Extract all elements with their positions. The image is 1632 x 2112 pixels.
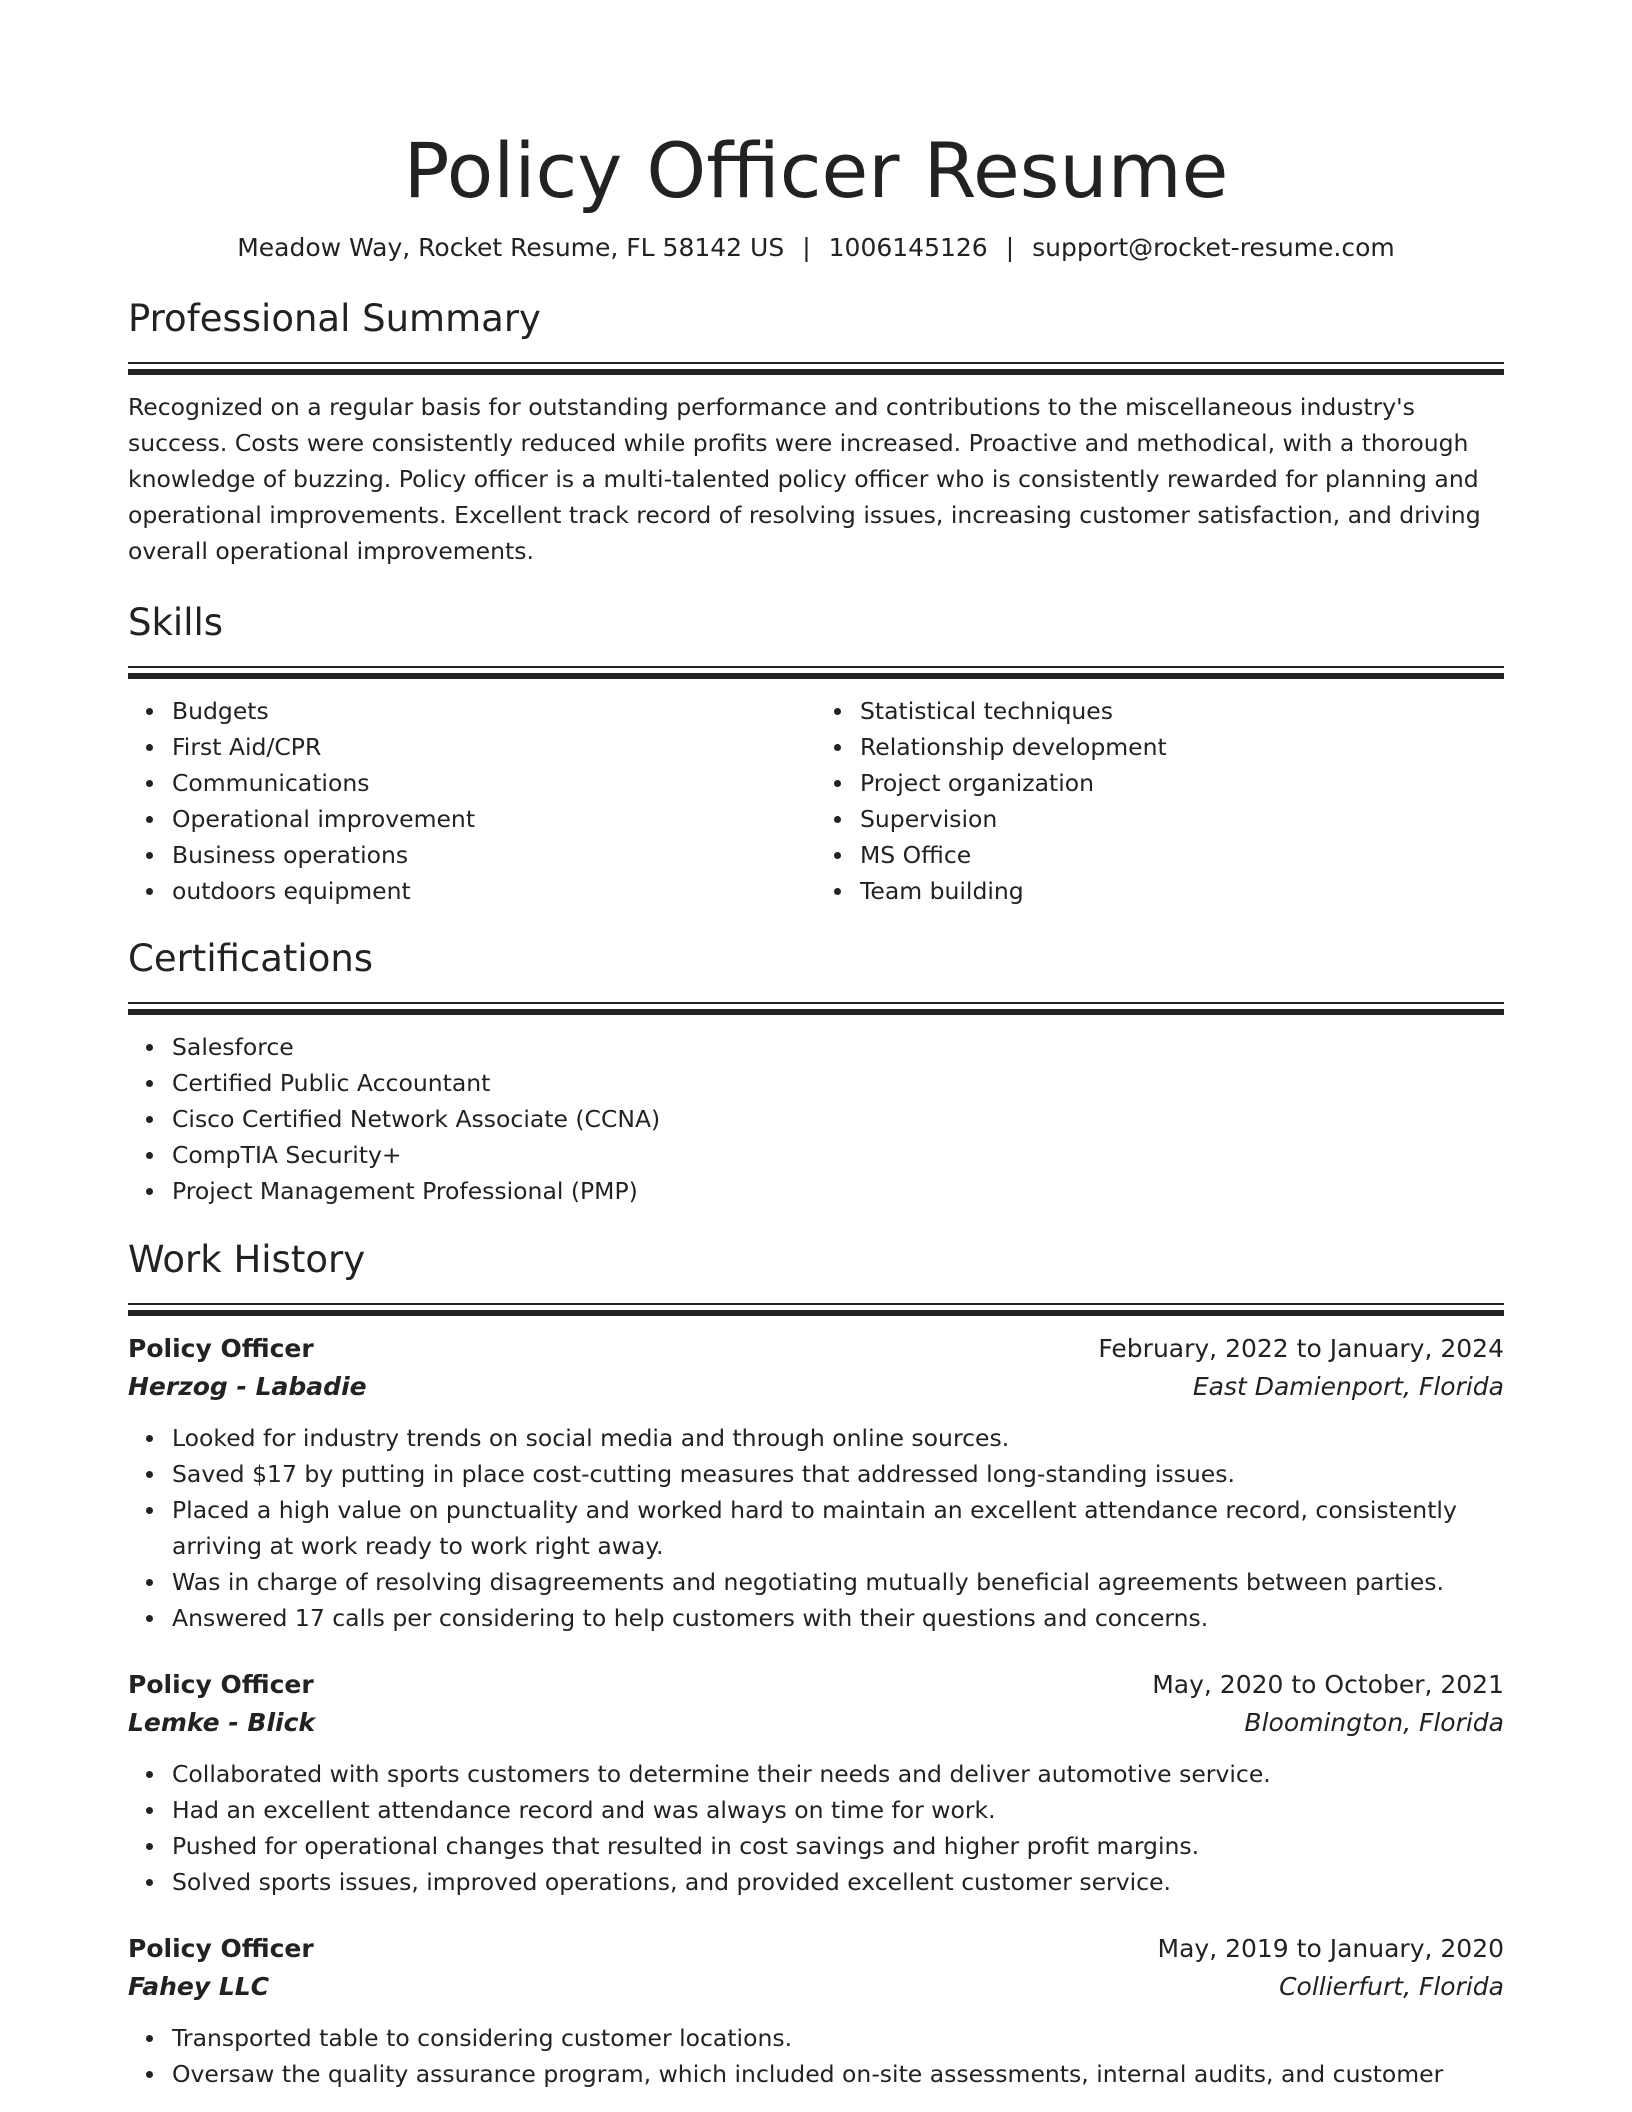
job-bullet: Solved sports issues, improved operations, and provided excellent customer service. xyxy=(172,1864,1504,1900)
job-bullet: Answered 17 calls per considering to help customers with their questions and concerns. xyxy=(172,1600,1504,1636)
job-company: Lemke - Blick xyxy=(128,1708,316,1737)
job-company: Herzog - Labadie xyxy=(128,1372,367,1401)
job-bullet: Collaborated with sports customers to determine their needs and deliver automotive service. xyxy=(172,1756,1504,1792)
job-dates: May, 2020 to October, 2021 xyxy=(1152,1670,1504,1699)
certifications-heading: Certifications xyxy=(128,937,374,980)
skill-item: Statistical techniques xyxy=(860,693,1504,729)
certifications-section xyxy=(128,934,1504,1209)
section-divider xyxy=(128,1002,1504,1015)
job-location: East Damienport, Florida xyxy=(1192,1372,1504,1401)
skill-item: Supervision xyxy=(860,801,1504,837)
job-dates: May, 2019 to January, 2020 xyxy=(1157,1934,1504,1963)
job-bullet: Oversaw the quality assurance program, which included on-site assessments, internal audits, and customer xyxy=(172,2056,1504,2092)
job-location: Collierfurt, Florida xyxy=(1279,1972,1504,2001)
job-bullets xyxy=(128,2020,1504,2092)
job-bullet: Placed a high value on punctuality and worked hard to maintain an excellent attendance record, consistently arriving at work ready to work right away. xyxy=(172,1492,1504,1564)
skills-list-right xyxy=(816,693,1504,909)
job-bullets xyxy=(128,1756,1504,1900)
job-bullets xyxy=(128,1420,1504,1636)
work-history-heading: Work History xyxy=(128,1238,366,1281)
job-header xyxy=(128,1930,1504,1968)
job-header xyxy=(128,1330,1504,1368)
job-entry xyxy=(128,1666,1504,1900)
section-divider xyxy=(128,1303,1504,1316)
job-bullet: Pushed for operational changes that resulted in cost savings and higher profit margins. xyxy=(172,1828,1504,1864)
job-location: Bloomington, Florida xyxy=(1244,1708,1504,1737)
job-bullet: Saved $17 by putting in place cost-cutting measures that addressed long-standing issues. xyxy=(172,1456,1504,1492)
skill-item: Project organization xyxy=(860,765,1504,801)
job-company: Fahey LLC xyxy=(128,1972,270,2001)
contact-phone: 1006145126 xyxy=(828,233,988,262)
page-title: Policy Officer Resume xyxy=(403,126,1229,215)
job-bullet: Looked for industry trends on social media and through online sources. xyxy=(172,1420,1504,1456)
summary-heading: Professional Summary xyxy=(128,297,541,340)
certification-item: Salesforce xyxy=(172,1029,1504,1065)
contact-line xyxy=(128,232,1504,264)
skill-item: First Aid/CPR xyxy=(172,729,816,765)
job-subheader xyxy=(128,1968,1504,2006)
job-subheader xyxy=(128,1704,1504,1742)
job-entry xyxy=(128,1330,1504,1636)
skill-item: Team building xyxy=(860,873,1504,909)
skill-item: outdoors equipment xyxy=(172,873,816,909)
skills-section xyxy=(128,598,1504,909)
work-history-section xyxy=(128,1235,1504,2092)
certification-item: Certified Public Accountant xyxy=(172,1065,1504,1101)
certification-item: Project Management Professional (PMP) xyxy=(172,1173,1504,1209)
contact-separator: | xyxy=(802,233,811,262)
certifications-list xyxy=(128,1029,1504,1209)
skills-heading: Skills xyxy=(128,601,224,644)
skills-columns xyxy=(128,693,1504,909)
skills-list-left xyxy=(128,693,816,909)
section-divider xyxy=(128,666,1504,679)
job-bullet: Transported table to considering customer locations. xyxy=(172,2020,1504,2056)
job-bullet: Had an excellent attendance record and was always on time for work. xyxy=(172,1792,1504,1828)
job-subheader xyxy=(128,1368,1504,1406)
resume-page xyxy=(128,0,1504,2092)
job-dates: February, 2022 to January, 2024 xyxy=(1098,1334,1504,1363)
section-divider xyxy=(128,362,1504,375)
skill-item: MS Office xyxy=(860,837,1504,873)
job-header xyxy=(128,1666,1504,1704)
skill-item: Communications xyxy=(172,765,816,801)
certification-item: Cisco Certified Network Associate (CCNA) xyxy=(172,1101,1504,1137)
contact-separator: | xyxy=(1005,233,1015,262)
job-entry xyxy=(128,1930,1504,2092)
skill-item: Budgets xyxy=(172,693,816,729)
skill-item: Operational improvement xyxy=(172,801,816,837)
contact-address: Meadow Way, Rocket Resume, FL 58142 US xyxy=(237,233,785,262)
certification-item: CompTIA Security+ xyxy=(172,1137,1504,1173)
contact-email: support@rocket-resume.com xyxy=(1032,233,1395,262)
skill-item: Relationship development xyxy=(860,729,1504,765)
summary-text: Recognized on a regular basis for outstanding performance and contributions to the miscellaneous industry's success. Costs were consistently reduced while profits were increased. Proactive and methodical, with a thorough knowledge of buzzing. Policy officer is a multi-talented policy officer who is consistently rewarded for planning and operational improvements. Excellent track record of resolving issues, increasing customer satisfaction, and driving overall operational improvements. xyxy=(128,393,1481,565)
job-title: Policy Officer xyxy=(128,1334,314,1363)
job-title: Policy Officer xyxy=(128,1670,314,1699)
skill-item: Business operations xyxy=(172,837,816,873)
job-title: Policy Officer xyxy=(128,1934,314,1963)
job-bullet: Was in charge of resolving disagreements and negotiating mutually beneficial agreements between parties. xyxy=(172,1564,1504,1600)
summary-section xyxy=(128,294,1504,569)
